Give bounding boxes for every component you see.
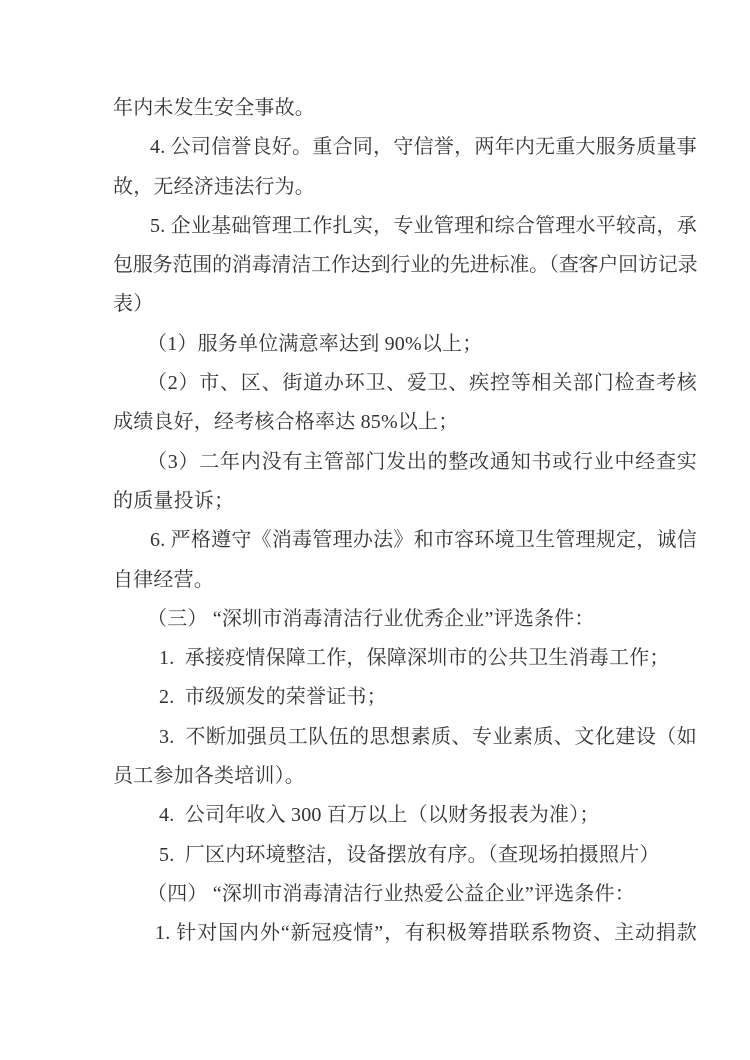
document-body <box>113 0 697 954</box>
text-line: 员工参加各类培训）。 <box>113 765 305 788</box>
text-line: 5. 厂区内环境整洁，设备摆放有序。（查现场拍摄照片） <box>159 843 660 866</box>
text-line: 表） <box>113 293 154 316</box>
text-line: 故，无经济违法行为。 <box>113 175 315 198</box>
text-line: 年内未发生安全事故。 <box>113 97 315 119</box>
text-line: 自律经营。 <box>113 568 214 591</box>
text-line: 6. 严格遵守《消毒管理办法》和市容环境卫生管理规定，诚信 <box>150 529 697 552</box>
text-line: 4. 公司信誉良好。重合同，守信誉，两年内无重大服务质量事 <box>150 136 697 159</box>
text-line: 成绩良好，经考核合格率达 85%以上； <box>113 411 459 434</box>
text-line: （3）二年内没有主管部门发出的整改通知书或行业中经查实 <box>147 450 697 473</box>
text-line: 1. 承接疫情保障工作，保障深圳市的公共卫生消毒工作； <box>159 647 670 670</box>
text-line: 的质量投诉； <box>113 489 235 512</box>
text-line: 1. 针对国内外“新冠疫情”，有积极筹措联系物资、主动捐款 <box>155 922 697 945</box>
text-line: 4. 公司年收入 300 百万以上（以财务报表为准）； <box>159 804 600 827</box>
text-line: （1）服务单位满意率达到 90%以上； <box>147 332 483 355</box>
text-line: （2）市、区、街道办环卫、爱卫、疾控等相关部门检查考核 <box>147 372 697 395</box>
section-heading: （三） “深圳市消毒清洁行业优秀企业”评选条件： <box>147 607 595 630</box>
text-line: 5. 企业基础管理工作扎实，专业管理和综合管理水平较高，承 <box>150 214 697 237</box>
text-line: 包服务范围的消毒清洁工作达到行业的先进标准。（查客户回访记录 <box>113 254 697 277</box>
text-line: 3. 不断加强员工队伍的思想素质、专业素质、文化建设（如 <box>159 725 697 748</box>
text-line: 2. 市级颁发的荣誉证书； <box>159 686 387 709</box>
section-heading: （四） “深圳市消毒清洁行业热爱公益企业”评选条件： <box>147 882 635 905</box>
